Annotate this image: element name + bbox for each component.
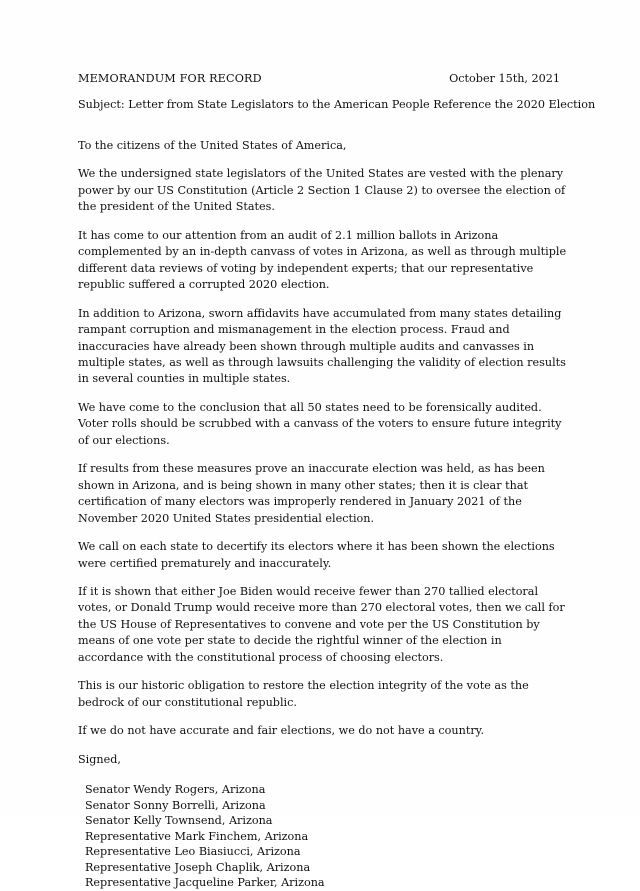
list-item: Representative Jacqueline Parker, Arizona [85, 876, 325, 890]
body-paragraph: If it is shown that either Joe Biden would receive fewer than 270 tallied electoral votes, or Donald Trump would receive more than 270 electoral votes, then we call for the US House of Representatives to convene and vote per the US Constitution by means of one vote per state to decide the rightful winner of the election in accordance with the constitutional process of choosing electors. [78, 584, 565, 664]
signed-label: Signed, [78, 752, 121, 766]
body-paragraph: In addition to Arizona, sworn affidavits have accumulated from many states detailing rampant corruption and mismanagement in the election process. Fraud and inaccuracies have already been shown through multiple audits and canvasses in multiple states, as well as through lawsuits challenging the validity of election results in several counties in multiple states. [78, 306, 566, 386]
memo-subject-line: Subject: Letter from State Legislators to the American People Reference the 2020 Election [78, 98, 596, 111]
body-paragraph: We have come to the conclusion that all 50 states need to be forensically audited. Voter rolls should be scrubbed with a canvass of the voters to ensure future integrity of our elections. [78, 400, 562, 447]
letter-body [78, 138, 570, 891]
memo-date: October 15th, 2021 [449, 72, 560, 85]
memo-title: MEMORANDUM FOR RECORD [78, 72, 262, 85]
memo-header [78, 72, 570, 85]
list-item: Representative Leo Biasiucci, Arizona [85, 845, 301, 859]
body-paragraph: We the undersigned state legislators of the United States are vested with the plenary power by our US Constitution (Article 2 Section 1 Clause 2) to oversee the election of the president of the United States. [78, 167, 566, 214]
salutation: To the citizens of the United States of America, [78, 139, 347, 152]
list-item: Representative Mark Finchem, Arizona [85, 829, 309, 843]
list-item: Senator Kelly Townsend, Arizona [85, 814, 273, 828]
body-paragraph: If we do not have accurate and fair elections, we do not have a country. [78, 724, 485, 738]
body-paragraph: It has come to our attention from an audit of 2.1 million ballots in Arizona complemented by an in-depth canvass of votes in Arizona, as well as through multiple different data reviews of voting by independent experts; that our representative republic suffered a corrupted 2020 election. [78, 228, 567, 292]
body-paragraph: This is our historic obligation to restore the election integrity of the vote as the bedrock of our constitutional republic. [78, 679, 529, 709]
body-paragraph: If results from these measures prove an inaccurate election was held, as has been shown in Arizona, and is being shown in many other states; then it is clear that certification of many electors was improperly rendered in January 2021 of the November 2020 United States presidential election. [78, 462, 545, 525]
list-item: Senator Wendy Rogers, Arizona [85, 783, 266, 797]
list-item: Senator Sonny Borrelli, Arizona [85, 798, 266, 812]
list-item: Representative Joseph Chaplik, Arizona [85, 860, 311, 874]
signature-list [78, 782, 570, 891]
body-paragraph: We call on each state to decertify its electors where it has been shown the elections were certified prematurely and inaccurately. [78, 540, 555, 570]
